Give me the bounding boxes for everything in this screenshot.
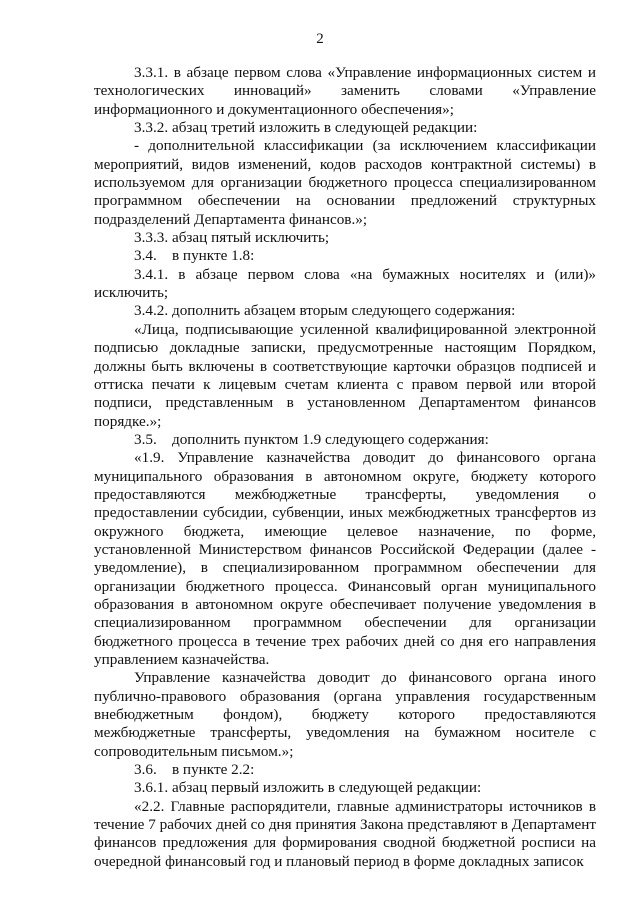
paragraph-signatories: «Лица, подписывающие усиленной квалифицированной электронной подписью докладные записки, предусмотренные настоящим Порядком, должны быть включены в соответствующие карточки образцов подписей и оттиска печати к лицевым счетам клиента с правом первой или второй подписи, представленным в установленном Департаментом финансов порядке.»; xyxy=(94,320,596,430)
paragraph-2-2: «2.2. Главные распорядители, главные администраторы источников в течение 7 рабочих дней со дня принятия Закона представляют в Департамент финансов предложения для формирования сводной бюджетной росписи на очередной финансовый год и плановый период в форме докладных записок xyxy=(94,797,596,870)
paragraph-3-6: 3.6. в пункте 2.2: xyxy=(134,761,255,779)
paragraph-treasury-notice: Управление казначейства доводит до финансового органа иного публично-правового образования (органа управления государственным внебюджетным фондом), бюджету которого предоставляются межбюджетные трансферты, уведомления на бумажном носителе с сопроводительным письмом.»; xyxy=(94,669,596,760)
paragraph-1-9: «1.9. Управление казначейства доводит до финансового органа муниципального образования в автономном округе, бюджету которого предоставляются межбюджетные трансферты, уведомления о предоставлении субсидии, субвенции, иных межбюджетных трансфертов из окружного бюджета, имеющие целевое назначение, по форме, установленной Министерством финансов Российской Федерации (далее - уведомление), в специализированном программном обеспечении для организации бюджетного процесса. Финансовый орган муниципального образования в автономном округе обеспечивает получение уведомления в специализированном программном обеспечении для организации бюджетного процесса в течение трех рабочих дней со дня его направления управлением казначейства. xyxy=(94,449,596,668)
paragraph-3-6-1: 3.6.1. абзац первый изложить в следующей редакции: xyxy=(134,779,482,797)
paragraph-3-4: 3.4. в пункте 1.8: xyxy=(134,247,255,265)
paragraph-classification: - дополнительной классификации (за исключением классификации мероприятий, видов изменений, кодов расходов контрактной системы) в используемом для организации бюджетного процесса специализированном программном обеспечении на основании предложений структурных подразделений Департамента финансов.»; xyxy=(94,137,596,228)
paragraph-3-3-3: 3.3.3. абзац пятый исключить; xyxy=(134,229,330,247)
paragraph-3-4-1: 3.4.1. в абзаце первом слова «на бумажных носителях и (или)» исключить; xyxy=(94,265,596,302)
page-number: 2 xyxy=(316,31,324,47)
paragraph-3-3-1: 3.3.1. в абзаце первом слова «Управление информационных систем и технологических инноваций» заменить словами «Управление информационного и документационного обеспечения»; xyxy=(94,64,596,118)
document-body xyxy=(94,64,596,871)
paragraph-3-5: 3.5. дополнить пунктом 1.9 следующего содержания: xyxy=(134,430,489,448)
paragraph-3-3-2: 3.3.2. абзац третий изложить в следующей редакции: xyxy=(134,119,478,137)
paragraph-3-4-2: 3.4.2. дополнить абзацем вторым следующего содержания: xyxy=(134,302,516,320)
